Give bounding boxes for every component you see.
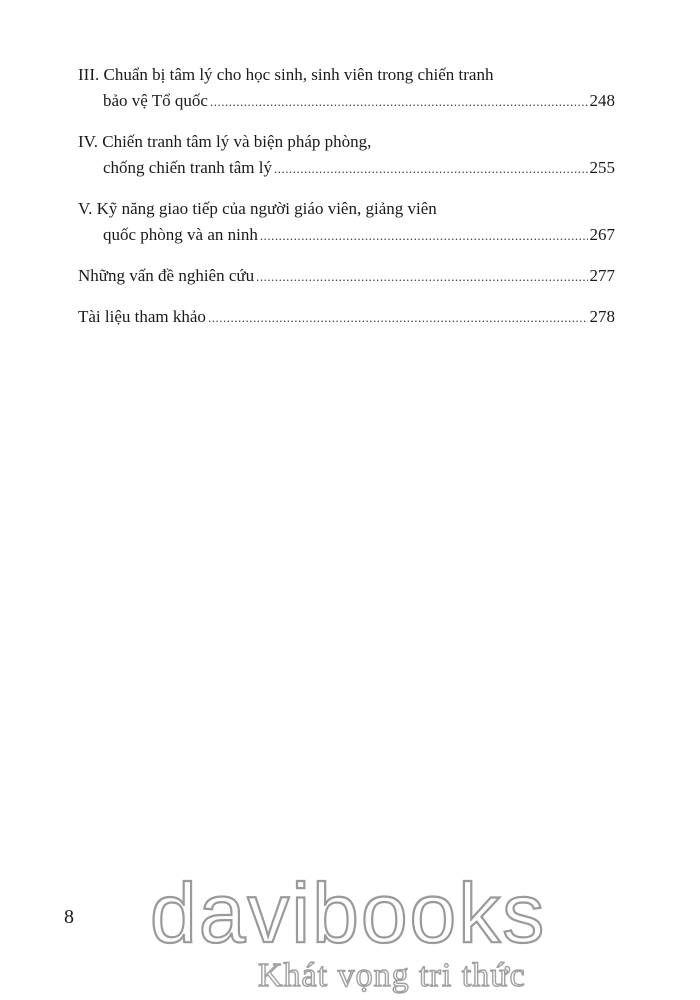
toc-entry-title: Những vấn đề nghiên cứu <box>78 266 255 285</box>
dot-leader <box>210 89 588 115</box>
toc-entry-title: IV. Chiến tranh tâm lý và biện pháp phòng, <box>78 132 372 151</box>
toc-page-number: 267 <box>589 225 615 244</box>
toc-entry <box>78 196 615 249</box>
toc-entry-continuation <box>78 155 615 182</box>
toc-page-number: 278 <box>589 307 615 326</box>
dot-leader <box>260 223 588 249</box>
watermark-tagline: Khát vọng tri thức <box>258 957 526 994</box>
toc-page-number: 255 <box>589 158 615 177</box>
toc-entry-single <box>78 263 615 290</box>
toc-entry <box>78 62 615 115</box>
dot-leader <box>274 156 587 182</box>
table-of-contents <box>78 62 615 345</box>
dot-leader <box>256 264 587 290</box>
davibooks-watermark-logo <box>140 860 560 1000</box>
toc-page-number: 248 <box>589 91 615 110</box>
toc-entry-continuation <box>78 222 615 249</box>
toc-entry <box>78 129 615 182</box>
watermark-brand: davibooks <box>150 866 547 960</box>
toc-entry-title: Tài liệu tham khảo <box>78 307 206 326</box>
toc-entry-continuation <box>78 88 615 115</box>
page-number: 8 <box>64 906 74 928</box>
toc-entry <box>78 304 615 331</box>
toc-entry-title: III. Chuẩn bị tâm lý cho học sinh, sinh viên trong chiến tranh <box>78 65 494 84</box>
toc-entry-title-cont: quốc phòng và an ninh <box>103 225 258 244</box>
dot-leader <box>208 305 588 331</box>
toc-entry-single <box>78 304 615 331</box>
toc-entry-title-cont: bảo vệ Tổ quốc <box>103 91 208 110</box>
toc-entry <box>78 263 615 290</box>
toc-entry-title-cont: chống chiến tranh tâm lý <box>103 158 273 177</box>
toc-entry-title: V. Kỹ năng giao tiếp của người giáo viên, giảng viên <box>78 199 437 218</box>
toc-page-number: 277 <box>589 266 615 285</box>
